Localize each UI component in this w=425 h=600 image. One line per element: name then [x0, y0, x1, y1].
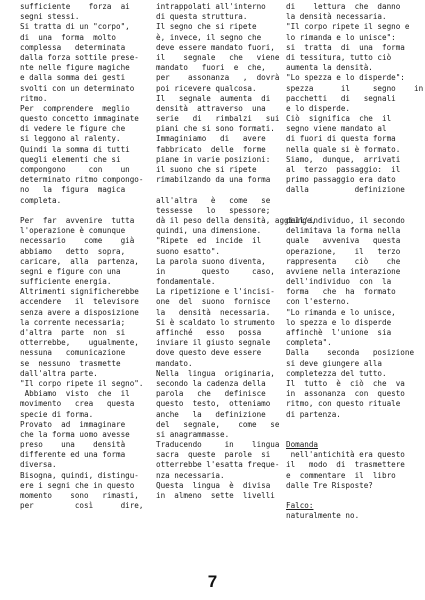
text-line: di vedere le figure che [20, 124, 126, 134]
text-line: e lo disperde. [286, 103, 351, 113]
text-line: che la forma uomo avesse [20, 429, 130, 439]
text-line: si anagrammasse. [156, 429, 230, 439]
text-line: questo concetto immaginate [20, 114, 139, 124]
text-line: la corrente necessaria; [20, 317, 126, 327]
text-line: momento sono rimasti, [20, 491, 139, 500]
text-line: il modo di trasmettere [286, 460, 405, 470]
text-line: completa. [20, 195, 62, 205]
text-line: al terzo passaggio: il [286, 165, 401, 174]
text-line [286, 430, 412, 440]
text-line [286, 491, 412, 501]
text-line: la densità necessaria. [286, 12, 387, 22]
text-line: abbiamo detto sopra, [20, 246, 126, 256]
text-line: Si tratta di un "corpo", [20, 22, 130, 32]
text-line: secondo la cadenza della [156, 378, 266, 388]
text-line: dell'individuo con la [286, 277, 392, 287]
text-line: Quindi la somma di tutti [20, 144, 130, 154]
text-line: determinato ritmo compongo- [20, 175, 144, 185]
text-line: per così dire, [20, 501, 144, 511]
text-line: all'altra è come se [156, 195, 271, 205]
text-line: inviare il giusto segnale [156, 338, 271, 348]
text-line: Il segno che si ripete [156, 22, 257, 32]
text-line: naturalmente no. [286, 511, 360, 521]
text-line: quindi, una dimensione. [156, 226, 262, 236]
text-line: Dalla seconda posizione [286, 348, 415, 358]
text-line: completa". [286, 338, 332, 348]
text-line: d'altra parte non si [20, 328, 126, 337]
text-line: e dalla somma dei gesti [20, 73, 126, 83]
text-line: necessario come già [20, 236, 135, 246]
text-line: compongono con un [20, 165, 130, 174]
text-line: segni e figure con una [20, 266, 121, 276]
text-line: "Ripete ed incide il [156, 236, 262, 246]
text-line: Immaginiamo di avere [156, 134, 266, 144]
text-line [286, 206, 412, 216]
text-line: dall'altra parte. [20, 368, 98, 378]
text-line: dà il peso della densità, aggiunge, [156, 215, 317, 225]
text-line: l'operazione è comunque [20, 226, 126, 236]
text-line: sacra queste parole si [156, 450, 271, 460]
text-line: ritmo, con questo rituale [286, 399, 401, 409]
text-line: otterrebbe, ugualmente, [20, 338, 139, 348]
text-line: senza avere a disposizione [20, 307, 139, 317]
text-line: è, invece, il segno che [156, 32, 262, 42]
text-line: affinchè l'unione sia [286, 328, 392, 337]
text-line: tessesse lo spessore; [156, 205, 271, 215]
text-line: poi ricevere qualcosa. [156, 83, 257, 93]
text-line: affinché esso possa [156, 328, 262, 337]
text-line: dell'individuo, il secondo [286, 215, 405, 225]
text-line: Siamo, dunque, arrivati [286, 154, 401, 164]
text-line: La parola suono diventa, [156, 256, 266, 266]
text-line: si tratta di una forma [286, 42, 405, 52]
text-line: deve essere mandato fuori, [156, 42, 275, 52]
text-line: Nella lingua originaria, [156, 368, 275, 378]
text-line: di fuori di questa forma [286, 134, 396, 144]
text-line: del segnale, come se [156, 419, 280, 429]
text-line: spezza il segno in [286, 83, 424, 93]
text-line: one del suono fornisce [156, 297, 271, 307]
text-line: Il segnale aumenta di [156, 93, 271, 103]
text-line: la densità necessaria. [156, 307, 271, 317]
text-line: si deve giungere alla [286, 358, 383, 368]
text-line: completezza del tutto. [286, 368, 387, 378]
text-line: Abbiamo visto che il [20, 389, 130, 399]
text-line: Falco: [286, 501, 314, 511]
text-line: Traducendo in lingua [156, 440, 280, 450]
text-line: intrappolati all'interno [156, 2, 266, 11]
text-line: parola che definisce [156, 389, 266, 399]
text-line: dalla definizione [286, 185, 405, 195]
text-line: nza necessaria. [156, 470, 225, 480]
text-line: e commentare il libro [286, 470, 396, 480]
text-line: La ripetizione e l'incisi- [156, 287, 275, 297]
text-line: delimitava la forma nella [286, 226, 401, 236]
text-line: mandato fuori e che, [156, 63, 266, 73]
text-line: Questa lingua è divisa [156, 480, 271, 490]
text-line: con l'esterno. [286, 297, 351, 307]
text-line: nte nelle figure magiche [20, 63, 130, 73]
text-line: movimento crea questa [20, 399, 135, 409]
text-column-1 [20, 2, 142, 511]
text-line: segni stessi. [20, 12, 80, 22]
text-line: Altrimenti significherebbe [20, 287, 139, 297]
text-line: otterrebbe l'esatta freque- [156, 460, 280, 470]
text-line: questo testo, otteniamo [156, 399, 271, 409]
text-line: operazione, il terzo [286, 246, 401, 256]
text-line: anche la definizione [156, 409, 266, 419]
text-line: differente ed una forma [20, 450, 126, 460]
text-line: si leggono al ralenty. [20, 134, 121, 144]
text-line: accendere il televisore [20, 297, 139, 307]
text-line: quegli elementi che si [20, 154, 121, 164]
text-line: fondamentale. [156, 277, 216, 287]
text-line: ere i segni che in questo [20, 480, 135, 490]
text-line: di lettura che danno [286, 2, 401, 11]
text-line: se nessuno trasmette [20, 358, 121, 368]
text-line: dalle Tre Risposte? [286, 480, 373, 490]
text-line: di questa struttura. [156, 12, 248, 22]
text-line: di una forma molto [20, 32, 117, 42]
text-line: ritmo. [20, 93, 48, 103]
text-line: primo passaggio era dato [286, 175, 396, 185]
text-line: suono esatto". [156, 246, 221, 256]
text-line: densità attraverso una [156, 103, 266, 113]
text-line: lo spezza e lo disperde [286, 317, 392, 327]
text-line: serie di rimbalzi sui [156, 114, 280, 124]
text-line: "Lo spezza e lo disperde": [286, 73, 405, 83]
text-line: il segnale che viene [156, 52, 280, 62]
text-line: di partenza. [286, 409, 341, 419]
text-line: in assonanza con questo [286, 389, 405, 399]
text-line: specie di forma. [20, 409, 94, 419]
text-line: Ciò significa che il [286, 114, 392, 124]
text-line: in almeno sette livelli [156, 491, 275, 500]
text-line: segno viene mandato al [286, 124, 387, 134]
text-line: piani che si sono formati. [156, 124, 275, 134]
text-line: Il tutto è ciò che va [286, 378, 405, 388]
text-line: aumenta la densità. [286, 63, 373, 73]
text-column-3 [286, 2, 424, 522]
text-line: "Lo rimanda e lo unisce, [286, 307, 396, 317]
text-line: forma che ha formato [286, 287, 396, 297]
text-line: "Il corpo ripete il segno e [286, 22, 410, 32]
text-line: dove questo deve essere [156, 348, 262, 358]
text-line: Per far avvenire tutta [20, 215, 135, 225]
text-line: nessuna comunicazione [20, 348, 126, 358]
text-line [156, 185, 280, 195]
text-line: nell'antichità era questo [286, 450, 405, 460]
text-line: nella quale si è formato. [286, 144, 401, 154]
text-line [286, 196, 412, 206]
text-line: pacchetti di segnali [286, 93, 396, 103]
text-line: preso una densità [20, 440, 126, 450]
text-line: Domanda [286, 440, 319, 450]
text-line: svolti con un determinato [20, 83, 135, 93]
page-number: 7 [207, 572, 218, 591]
text-line: per assonanza , dovrà [156, 73, 280, 83]
text-line: no la figura magica [20, 185, 126, 195]
text-line: in questo caso, [156, 266, 275, 276]
text-line: caricare, alla partenza, [20, 256, 139, 266]
text-line: sufficiente energia. [20, 277, 112, 287]
text-line: rappresenta ciò che [286, 256, 401, 266]
text-line: "Il corpo ripete il segno". [20, 378, 144, 388]
text-line: avviene nella interazione [286, 266, 401, 276]
text-line: lo rimanda e lo unisce": [286, 32, 396, 42]
text-line: quale avveniva questa [286, 236, 401, 246]
text-line: complessa determinata [20, 42, 126, 52]
text-line [20, 206, 142, 216]
text-line: diversa. [20, 460, 57, 470]
text-line: di tessitura, tutto ciò [286, 52, 392, 62]
text-line: sufficiente forza ai [20, 2, 130, 11]
text-line: piane in varie posizioni: [156, 154, 271, 164]
text-line: Bisogna, quindi, distingu- [20, 470, 139, 480]
text-line: Provato ad immaginare [20, 419, 126, 429]
text-line: rimabilzando da una forma [156, 175, 271, 185]
text-line [286, 420, 412, 430]
text-line: fabbricato delle forme [156, 144, 266, 154]
text-line: il suono che si ripete [156, 165, 257, 174]
text-line: Per comprendere meglio [20, 103, 130, 113]
text-line: mandato. [156, 358, 193, 368]
text-line: dalla forza sottile prese- [20, 52, 139, 62]
text-line: Si è scaldato lo strumento [156, 317, 275, 327]
